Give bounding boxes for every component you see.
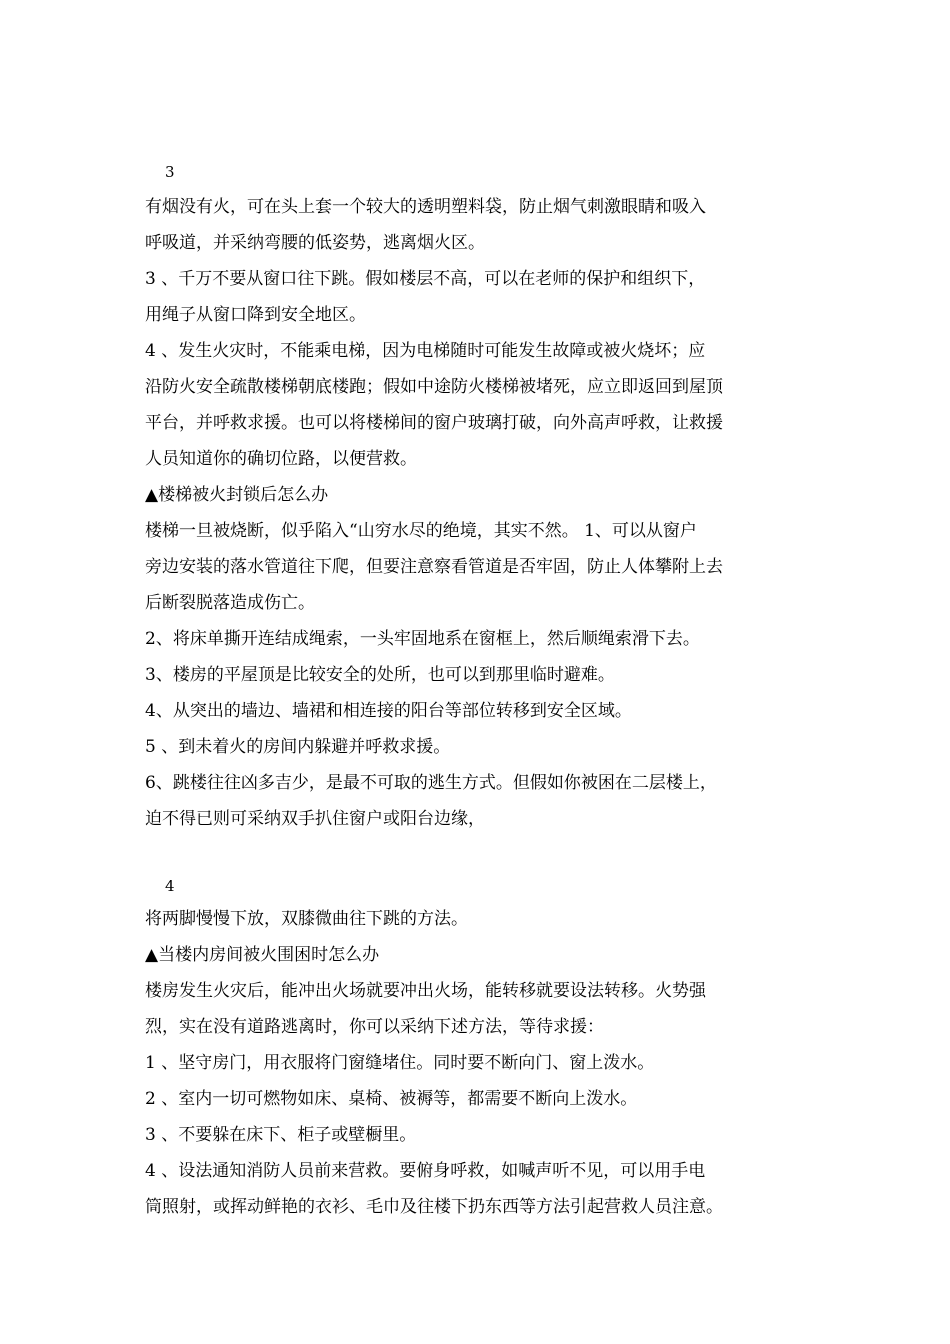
- text-line: 4、从突出的墙边、墙裙和相连接的阳台等部位转移到安全区域。: [145, 701, 632, 721]
- text-line: 呼吸道，并采纳弯腰的低姿势，逃离烟火区。: [145, 233, 485, 253]
- text-line: 2 、室内一切可燃物如床、桌椅、被褥等，都需要不断向上泼水。: [145, 1089, 638, 1109]
- section-heading: ▲当楼内房间被火围困时怎么办: [145, 945, 380, 965]
- text-line: 平台，并呼救求援。也可以将楼梯间的窗户玻璃打破，向外高声呼救，让救援: [145, 413, 723, 433]
- text-line: 烈，实在没有道路逃离时，你可以采纳下述方法，等待求援：: [145, 1017, 604, 1037]
- text-line: 沿防火安全疏散楼梯朝底楼跑；假如中途防火楼梯被堵死，应立即返回到屋顶: [145, 377, 723, 397]
- text-line: 楼房发生火灾后，能冲出火场就要冲出火场，能转移就要设法转移。火势强: [145, 981, 706, 1001]
- section-heading: ▲楼梯被火封锁后怎么办: [145, 485, 329, 505]
- text-line: 迫不得已则可采纳双手扒住窗户或阳台边缘，: [145, 809, 485, 829]
- text-line: 1 、坚守房门，用衣服将门窗缝堵住。同时要不断向门、窗上泼水。: [145, 1053, 655, 1073]
- text-line: 3 、不要躲在床下、柜子或壁橱里。: [145, 1125, 417, 1145]
- text-line: 5 、到未着火的房间内躲避并呼救求援。: [145, 737, 451, 757]
- page-number: 3: [165, 163, 175, 181]
- text-line: 3 、千万不要从窗口往下跳。假如楼层不高，可以在老师的保护和组织下，: [145, 269, 706, 289]
- text-line: 4 、发生火灾时，不能乘电梯，因为电梯随时可能发生故障或被火烧坏；应: [145, 341, 706, 361]
- page-number: 4: [165, 877, 175, 895]
- text-line: 旁边安装的落水管道往下爬，但要注意察看管道是否牢固，防止人体攀附上去: [145, 557, 723, 577]
- text-line: 筒照射，或挥动鲜艳的衣衫、毛巾及往楼下扔东西等方法引起营救人员注意。: [145, 1197, 723, 1217]
- text-line: 4 、设法通知消防人员前来营救。要俯身呼救，如喊声听不见，可以用手电: [145, 1161, 706, 1181]
- text-line: 后断裂脱落造成伤亡。: [145, 593, 315, 613]
- text-line: 人员知道你的确切位路，以便营救。: [145, 449, 417, 469]
- text-line: 6、跳楼往往凶多吉少，是最不可取的逃生方式。但假如你被困在二层楼上，: [145, 773, 717, 793]
- text-line: 有烟没有火，可在头上套一个较大的透明塑料袋，防止烟气刺激眼睛和吸入: [145, 197, 706, 217]
- text-line: 将两脚慢慢下放，双膝微曲往下跳的方法。: [145, 909, 468, 929]
- text-line: 楼梯一旦被烧断，似乎陷入“山穷水尽的绝境，其实不然。 1、可以从窗户: [145, 521, 697, 541]
- text-line: 2、将床单撕开连结成绳索，一头牢固地系在窗框上，然后顺绳索滑下去。: [145, 629, 700, 649]
- text-line: 3、楼房的平屋顶是比较安全的处所，也可以到那里临时避难。: [145, 665, 615, 685]
- text-line: 用绳子从窗口降到安全地区。: [145, 305, 366, 325]
